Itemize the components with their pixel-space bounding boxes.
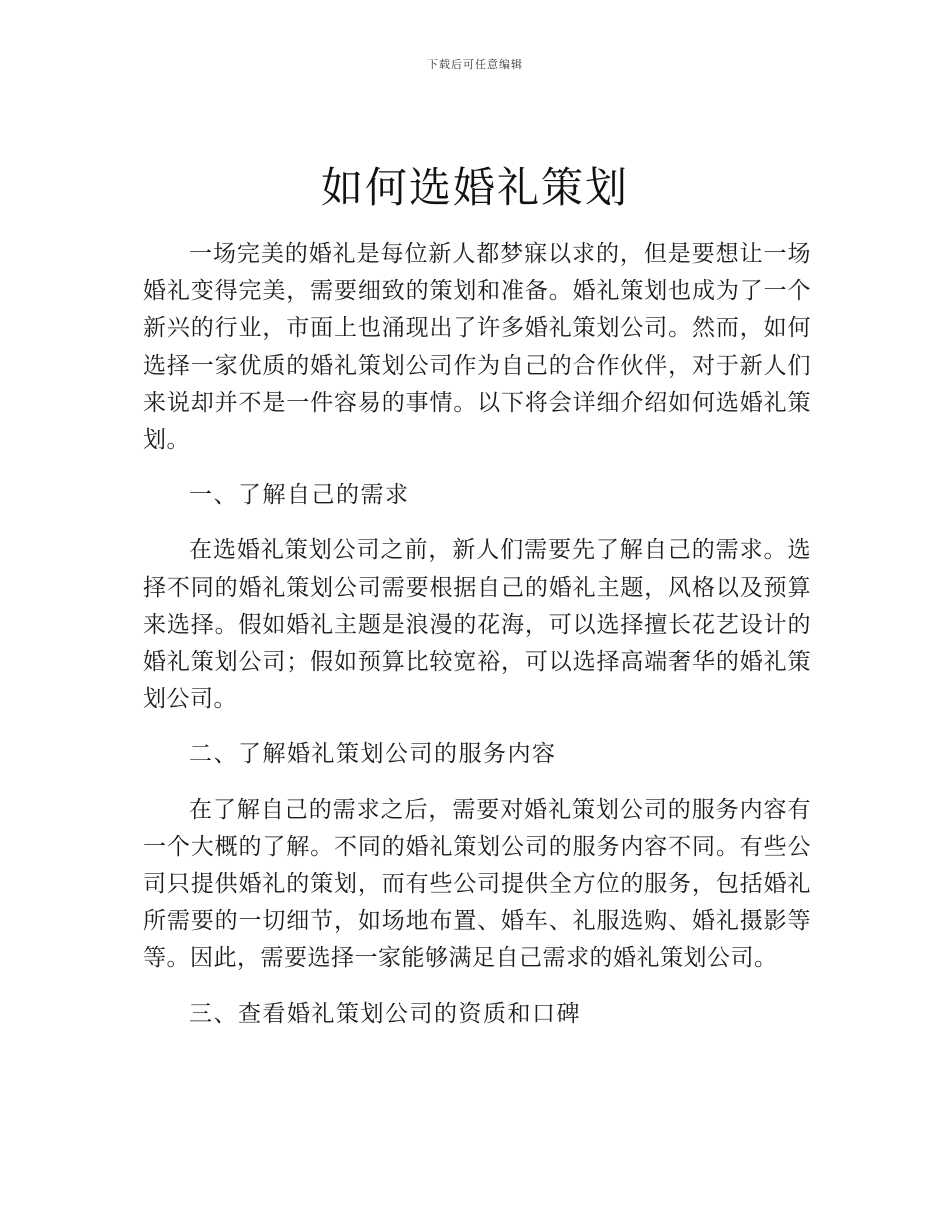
document-body (143, 236, 811, 1033)
document-title: 如何选婚礼策划 (320, 163, 629, 212)
paragraph-spacer (143, 459, 811, 477)
paragraph-spacer (143, 514, 811, 532)
intro-paragraph: 一场完美的婚礼是每位新人都梦寐以求的，但是要想让一场婚礼变得完美，需要细致的策划和准备。婚礼策划也成为了一个新兴的行业，市面上也涌现出了许多婚礼策划公司。然而，如何选择一家优质的婚礼策划公司作为自己的合作伙伴，对于新人们来说却并不是一件容易的事情。以下将会详细介绍如何选婚礼策划。 (143, 241, 811, 454)
paragraph-spacer (143, 978, 811, 996)
section-heading-2: 二、了解婚礼策划公司的服务内容 (189, 741, 557, 768)
paragraph-spacer (143, 774, 811, 792)
section-body-2: 在了解自己的需求之后，需要对婚礼策划公司的服务内容有一个大概的了解。不同的婚礼策划公司的服务内容不同。有些公司只提供婚礼的策划，而有些公司提供全方位的服务，包括婚礼所需要的一切细节，如场地布置、婚车、礼服选购、婚礼摄影等等。因此，需要选择一家能够满足自己需求的婚礼策划公司。 (143, 796, 811, 972)
section-heading-1: 一、了解自己的需求 (189, 482, 410, 509)
section-heading-3: 三、查看婚礼策划公司的资质和口碑 (189, 1000, 581, 1027)
page-header-note: 下载后可任意编辑 (427, 58, 523, 71)
paragraph-spacer (143, 718, 811, 736)
section-body-1: 在选婚礼策划公司之前，新人们需要先了解自己的需求。选择不同的婚礼策划公司需要根据自己的婚礼主题，风格以及预算来选择。假如婚礼主题是浪漫的花海，可以选择擅长花艺设计的婚礼策划公司；假如预算比较宽裕，可以选择高端奢华的婚礼策划公司。 (143, 537, 811, 713)
